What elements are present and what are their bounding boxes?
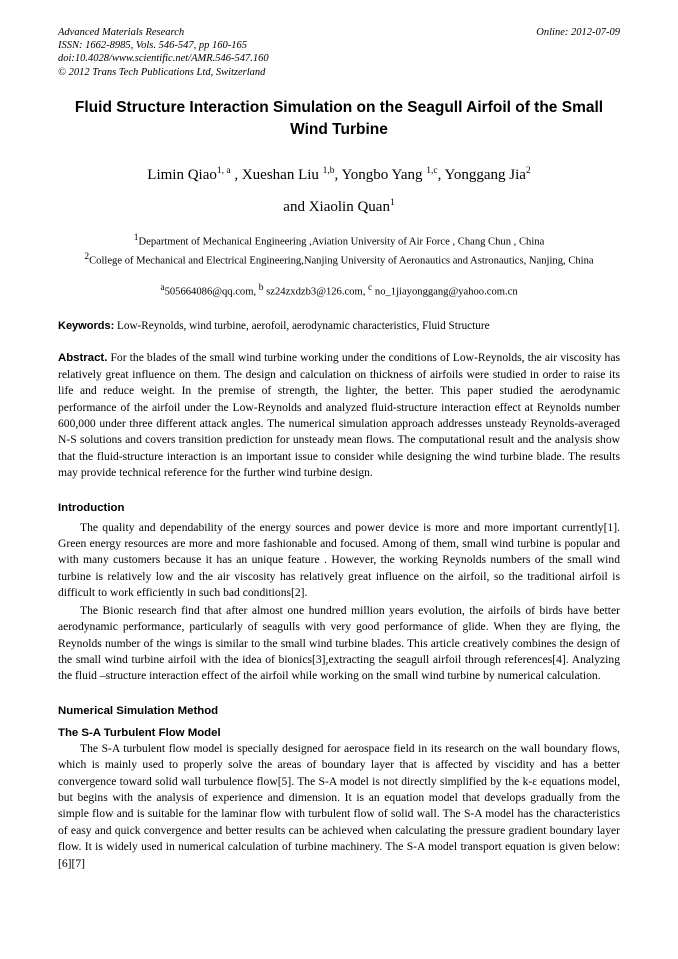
author-1: Limin Qiao	[147, 166, 217, 183]
author-5: and Xiaolin Quan	[283, 198, 390, 215]
email-3[interactable]: no_1jiayonggang@yahoo.com.cn	[372, 286, 518, 298]
email-2-sup: b	[258, 282, 264, 293]
affiliation-1	[58, 231, 620, 250]
author-4: , Yonggang Jia	[437, 166, 526, 183]
keywords-label: Keywords:	[58, 320, 115, 333]
abstract-label: Abstract.	[58, 352, 108, 365]
copyright-line: © 2012 Trans Tech Publications Ltd, Switzerland	[58, 66, 266, 78]
affiliation-2	[58, 250, 620, 269]
author-emails	[58, 281, 620, 300]
section-heading-introduction: Introduction	[58, 501, 125, 514]
intro-paragraph-2: The Bionic research find that after almost one hundred million years evolution, the airfoils of birds have better aerodynamic performance, particularly of seagulls with very good performance of glide. When they are flying, the Reynolds number of the wings is similar to the small wind turbine blades. This article creatively combines the design of the small wind turbine airfoil with the idea of bionics[3],extracting the seagull airfoil through references[4]. Analyzing the fluid –structure interaction effect of the airfoil while working on the small wind turbine by numerical calculation.	[58, 603, 620, 683]
email-1[interactable]: 505664086@qq.com,	[164, 286, 259, 298]
affiliation-2-sup: 2	[84, 251, 90, 262]
doi-line: doi:10.4028/www.scientific.net/AMR.546-547.160	[58, 53, 269, 65]
affiliation-1-text: Department of Mechanical Engineering ,Aviation University of Air Force , Chang Chun , China	[138, 236, 545, 248]
author-5-sup: 1	[389, 197, 395, 208]
author-2: , Xueshan Liu	[230, 166, 323, 183]
affiliation-2-text: College of Mechanical and Electrical Engineering,Nanjing University of Aeronautics and Astronautics, Nanjing, China	[89, 255, 594, 267]
author-list	[58, 157, 620, 221]
affiliations	[58, 231, 620, 269]
sa-model-paragraph-1: The S-A turbulent flow model is specially designed for aerospace field in its research on the wall boundary flows, which is mainly used to properly solve the areas of boundary layer that is affected by viscidity and has a better convergence toward solid wall turbulence flow[5]. The S-A model is not directly simplified by the k-ε equations model, but begins with the analysis of experience and dimension. It is an equation model that develops gradually from the simple flow and is suitable for the laminar flow with turbulent flow of solid wall. The S-A model has the characteristics of easy and quick convergence and better results can be achieved when calculating the pressure gradient boundary layer flow. It is widely used in numerical calculation of turbine machinery. The S-A model transport equation is given below: [6][7]	[58, 741, 620, 870]
abstract-block	[58, 350, 620, 481]
keywords-block	[58, 319, 620, 334]
author-1-sup: 1, a	[216, 165, 231, 176]
page-title: Fluid Structure Interaction Simulation on the Seagull Airfoil of the Small Wind Turbine	[74, 98, 604, 138]
author-4-sup: 2	[525, 165, 531, 176]
page-header	[58, 26, 620, 79]
author-list-line-2	[58, 189, 620, 221]
affiliation-1-sup: 1	[133, 232, 139, 243]
author-3-sup: 1,c	[426, 165, 438, 176]
intro-paragraph-1: The quality and dependability of the energy sources and power device is more and more important currently[1]. Green energy resources are more and more fashionable and focused. Among of them, small wind turbine is popular and with many customers because it has an unique feature . However, the working Reynolds numbers of the small wind turbine is relatively low and the air viscosity has relatively great influence on the airfoil, so the traditional airfoil is difficult to work efficiently in such bad conditions[2].	[58, 520, 620, 600]
issn-line: ISSN: 1662-8985, Vols. 546-547, pp 160-165	[58, 40, 247, 52]
keywords-text: Low-Reynolds, wind turbine, aerofoil, aerodynamic characteristics, Fluid Structure	[114, 320, 490, 333]
author-3: , Yongbo Yang	[334, 166, 427, 183]
journal-name: Advanced Materials Research	[58, 27, 185, 38]
author-2-sup: 1,b	[322, 165, 335, 176]
subsection-heading-sa-turbulent-flow-model: The S-A Turbulent Flow Model	[58, 726, 221, 739]
email-3-sup: c	[368, 282, 373, 293]
email-1-sup: a	[160, 282, 165, 293]
online-date: Online: 2012-07-09	[536, 27, 620, 38]
email-2[interactable]: sz24zxdzb3@126.com,	[263, 286, 369, 298]
section-heading-numerical-simulation-method: Numerical Simulation Method	[58, 704, 219, 717]
abstract-text: For the blades of the small wind turbine working under the conditions of Low-Reynolds, the air viscosity has relatively great influence on them. The design and calculation on thickness of airfoils were studied in order to raise its life and reduce weight. In the premise of strength, the lighter, the better. This paper studied the aerodynamic performance of the airfoil under the Low-Reynolds and analyzed fluid-structure interaction effect at Reynolds number 600,000 under three different attack angles. The numerical simulation approach addresses unsteady Reynolds-averaged N-S solutions and covers transition prediction for unsteady mean flows. The computational result and the analysis show that the fluid-structure interaction is an important issue to consider while designing the wind turbine blade. The results may provide technical reference for the further wind turbine design.	[58, 351, 620, 480]
